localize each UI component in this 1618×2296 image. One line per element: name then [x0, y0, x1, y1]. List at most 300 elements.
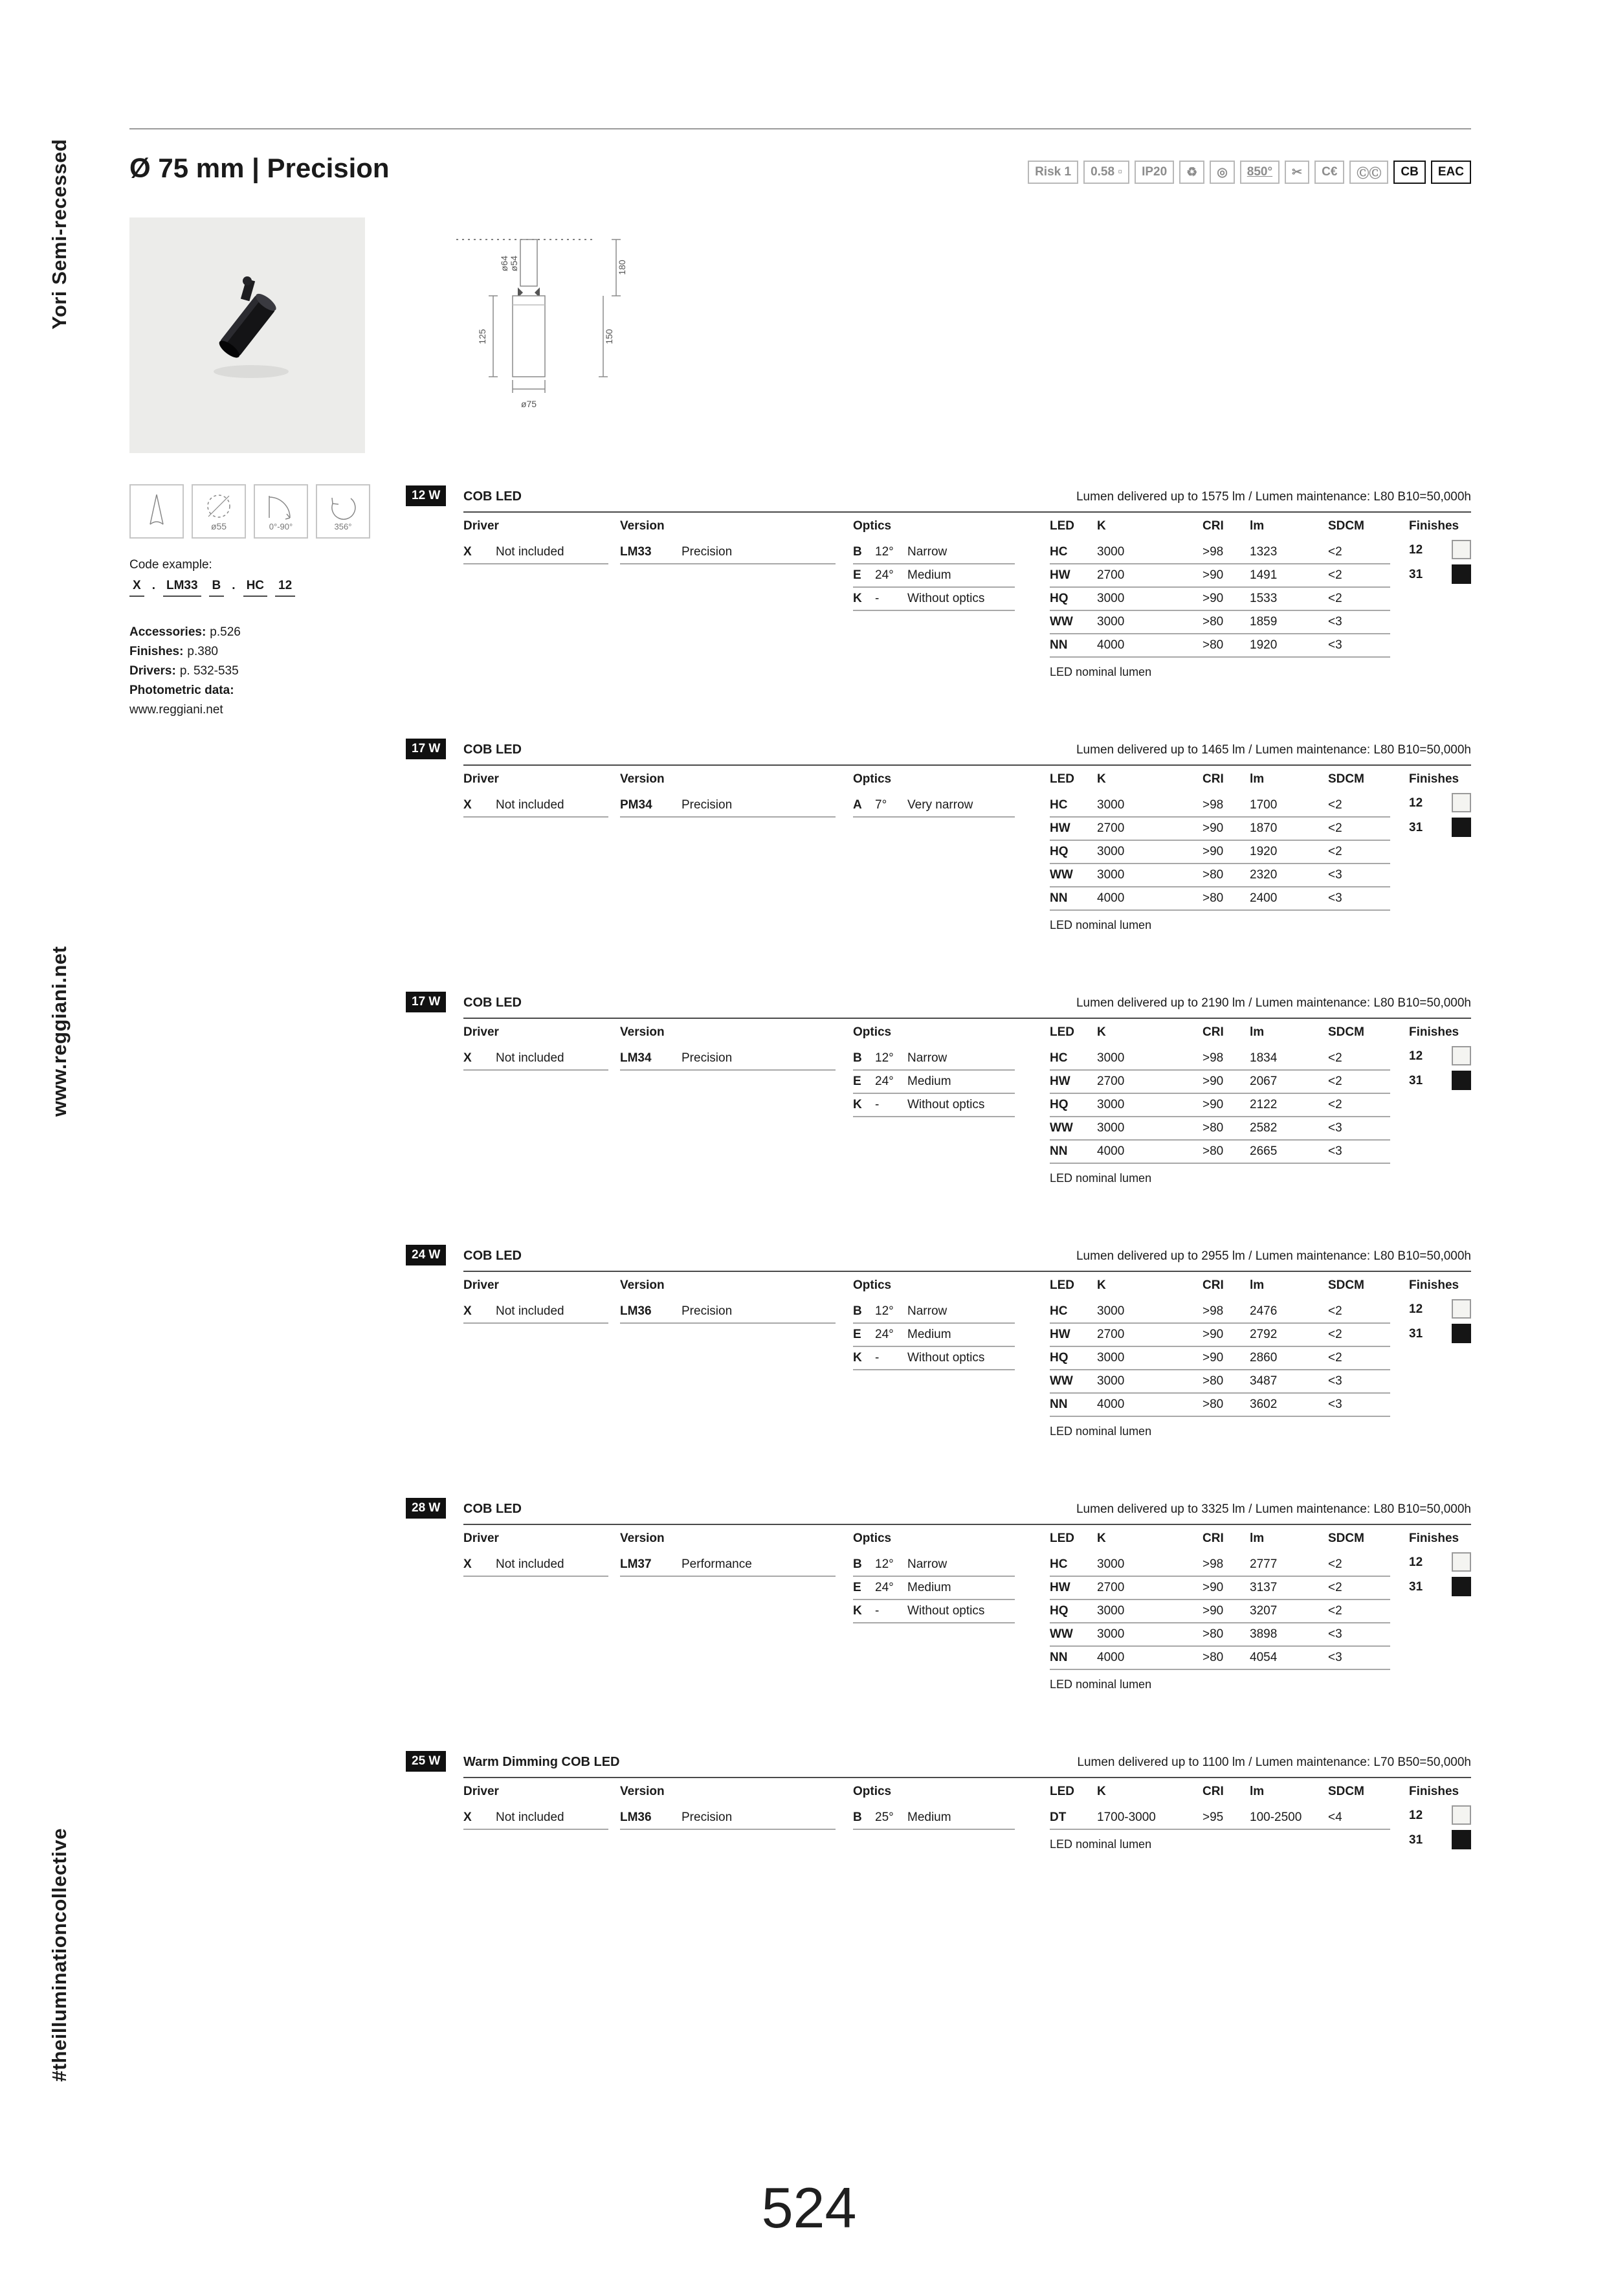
page-number: 524 — [761, 2176, 857, 2240]
optic-code: K — [853, 1098, 862, 1111]
led-k: 3000 — [1097, 1304, 1125, 1318]
led-row — [1050, 1394, 1390, 1417]
led-lm: 2400 — [1250, 891, 1278, 905]
version-header: Version — [620, 1532, 665, 1545]
led-cri: >80 — [1202, 1121, 1224, 1135]
code-part: HC — [243, 579, 267, 597]
dim-label-150: 150 — [604, 329, 614, 344]
cert-badges — [1028, 161, 1471, 184]
led-header: LED — [1050, 519, 1074, 533]
code-part: B — [209, 579, 225, 597]
version-value — [620, 541, 836, 564]
wattage-badge: 17 W — [406, 739, 446, 759]
optic-code: K — [853, 1351, 862, 1365]
optic-row — [853, 588, 1015, 611]
driver-value — [463, 1300, 608, 1324]
optic-row — [853, 1807, 1015, 1830]
cutout-label: ø55 — [210, 521, 227, 531]
led-row — [1050, 864, 1390, 887]
optic-desc: Medium — [907, 1811, 951, 1824]
driver-value — [463, 1807, 608, 1830]
led-lm: 1700 — [1250, 798, 1278, 812]
optic-angle: - — [875, 1351, 880, 1365]
section-divider — [463, 1777, 1471, 1778]
led-code: HQ — [1050, 1098, 1069, 1111]
section-title: COB LED — [463, 1249, 522, 1263]
lumen-info: Lumen delivered up to 2955 lm / Lumen maintenance: L80 B10=50,000h — [1076, 1249, 1471, 1263]
finish-code: 12 — [1409, 1809, 1423, 1822]
led-lm: 2665 — [1250, 1144, 1278, 1158]
optic-row — [853, 1071, 1015, 1094]
version-value — [620, 1554, 836, 1577]
led-k: 3000 — [1097, 1374, 1125, 1388]
optic-code: K — [853, 1604, 862, 1618]
version-header: Version — [620, 1278, 665, 1292]
version-value — [620, 794, 836, 818]
sdcm-header: SDCM — [1328, 519, 1364, 533]
cri-header: CRI — [1202, 519, 1224, 533]
finish-swatch — [1452, 818, 1471, 837]
sdcm-header: SDCM — [1328, 772, 1364, 786]
led-cri: >98 — [1202, 1304, 1224, 1318]
led-code: NN — [1050, 1651, 1068, 1664]
risk-rating-badge: Risk 1 — [1028, 161, 1078, 184]
ccc-mark-badge: ⒸⒸ — [1349, 161, 1388, 184]
led-code: HC — [1050, 1557, 1068, 1571]
section-title: Warm Dimming COB LED — [463, 1755, 620, 1769]
finish-code: 12 — [1409, 796, 1423, 810]
optic-angle: 12° — [875, 1051, 894, 1065]
led-lm: 1859 — [1250, 615, 1278, 629]
optic-code: B — [853, 1051, 862, 1065]
led-row — [1050, 1554, 1390, 1577]
k-header: K — [1097, 1025, 1106, 1039]
version-desc: Performance — [682, 1557, 752, 1571]
finishes-list — [1409, 540, 1471, 589]
product-section — [406, 990, 1471, 1230]
finish-code: 31 — [1409, 1074, 1423, 1087]
optics-list — [853, 794, 1015, 818]
led-row — [1050, 887, 1390, 911]
version-header: Version — [620, 519, 665, 533]
led-row — [1050, 1071, 1390, 1094]
k-header: K — [1097, 1785, 1106, 1798]
led-code: HC — [1050, 545, 1068, 559]
optic-desc: Without optics — [907, 592, 985, 605]
k-header: K — [1097, 1532, 1106, 1545]
led-cri: >98 — [1202, 1051, 1224, 1065]
optic-desc: Narrow — [907, 1304, 948, 1318]
lm-header: lm — [1250, 1532, 1265, 1545]
optics-list — [853, 541, 1015, 611]
led-sdcm: <2 — [1328, 1098, 1342, 1111]
driver-desc: Not included — [496, 545, 564, 559]
optics-header: Optics — [853, 1025, 892, 1039]
led-sdcm: <2 — [1328, 568, 1342, 582]
led-row — [1050, 588, 1390, 611]
finish-row — [1409, 564, 1471, 589]
version-desc: Precision — [682, 1304, 733, 1318]
code-parts — [129, 579, 303, 597]
driver-desc: Not included — [496, 1557, 564, 1571]
led-note: LED nominal lumen — [1050, 1678, 1152, 1691]
finishes-header: Finishes — [1409, 772, 1459, 786]
dim-label-125: 125 — [477, 329, 487, 344]
finish-swatch — [1452, 1805, 1471, 1825]
cb-mark-badge: CB — [1393, 161, 1425, 184]
finish-row — [1409, 1805, 1471, 1830]
led-cri: >80 — [1202, 1144, 1224, 1158]
section-divider — [463, 511, 1471, 513]
optic-code: B — [853, 1304, 862, 1318]
finish-row — [1409, 1046, 1471, 1071]
section-divider — [463, 1524, 1471, 1525]
dim-label-d75: ø75 — [520, 399, 537, 409]
finish-swatch — [1452, 1577, 1471, 1596]
led-row — [1050, 1600, 1390, 1623]
led-lm: 1533 — [1250, 592, 1278, 605]
led-cri: >90 — [1202, 592, 1224, 605]
led-table — [1050, 541, 1390, 658]
finish-row — [1409, 540, 1471, 564]
finish-code: 31 — [1409, 1833, 1423, 1847]
driver-code: X — [463, 1811, 472, 1824]
recyclable-badge: ♻ — [1179, 161, 1204, 184]
led-lm: 2122 — [1250, 1098, 1278, 1111]
driver-value — [463, 541, 608, 564]
beam-shape-icon — [129, 484, 184, 539]
cutout-diameter-icon — [192, 484, 246, 539]
finish-code: 12 — [1409, 1555, 1423, 1569]
optic-row — [853, 1347, 1015, 1370]
led-sdcm: <3 — [1328, 638, 1342, 652]
cri-header: CRI — [1202, 1025, 1224, 1039]
eac-mark-badge: EAC — [1431, 161, 1471, 184]
version-value — [620, 1300, 836, 1324]
led-cri: >90 — [1202, 1075, 1224, 1088]
cri-header: CRI — [1202, 1532, 1224, 1545]
led-k: 2700 — [1097, 821, 1125, 835]
led-cri: >90 — [1202, 1098, 1224, 1111]
lm-header: lm — [1250, 1785, 1265, 1798]
led-code: HQ — [1050, 592, 1069, 605]
led-k: 2700 — [1097, 568, 1125, 582]
optic-row — [853, 1300, 1015, 1324]
optics-list — [853, 1554, 1015, 1623]
led-lm: 1870 — [1250, 821, 1278, 835]
led-lm: 100-2500 — [1250, 1811, 1302, 1824]
wattage-badge: 12 W — [406, 485, 446, 506]
lm-header: lm — [1250, 1025, 1265, 1039]
tilt-angle-icon — [254, 484, 308, 539]
product-section — [406, 737, 1471, 977]
optics-list — [853, 1047, 1015, 1117]
version-desc: Precision — [682, 798, 733, 812]
driver-desc: Not included — [496, 1304, 564, 1318]
led-lm: 3898 — [1250, 1627, 1278, 1641]
led-code: WW — [1050, 1627, 1073, 1641]
led-note: LED nominal lumen — [1050, 1172, 1152, 1185]
led-k: 3000 — [1097, 798, 1125, 812]
finish-swatch — [1452, 1830, 1471, 1849]
info-lines — [129, 623, 241, 700]
optic-angle: 12° — [875, 1304, 894, 1318]
cri-header: CRI — [1202, 1785, 1224, 1798]
optics-list — [853, 1300, 1015, 1370]
led-sdcm: <4 — [1328, 1811, 1342, 1824]
header-divider — [129, 128, 1471, 129]
finish-code: 31 — [1409, 821, 1423, 834]
wattage-badge: 17 W — [406, 992, 446, 1012]
finishes-header: Finishes — [1409, 1278, 1459, 1292]
led-k: 2700 — [1097, 1581, 1125, 1594]
led-lm: 4054 — [1250, 1651, 1278, 1664]
led-lm: 2860 — [1250, 1351, 1278, 1365]
led-row — [1050, 841, 1390, 864]
led-k: 1700-3000 — [1097, 1811, 1156, 1824]
lumen-info: Lumen delivered up to 1100 lm / Lumen maintenance: L70 B50=50,000h — [1077, 1755, 1471, 1769]
optic-code: B — [853, 545, 862, 559]
finish-swatch — [1452, 793, 1471, 812]
lm-header: lm — [1250, 1278, 1265, 1292]
optics-header: Optics — [853, 519, 892, 533]
finishes-header: Finishes — [1409, 1532, 1459, 1545]
led-code: HC — [1050, 798, 1068, 812]
led-k: 2700 — [1097, 1075, 1125, 1088]
wattage-badge: 28 W — [406, 1498, 446, 1519]
led-code: HW — [1050, 1581, 1070, 1594]
led-header: LED — [1050, 1025, 1074, 1039]
finish-row — [1409, 1830, 1471, 1855]
optic-row — [853, 1324, 1015, 1347]
optic-desc: Without optics — [907, 1604, 985, 1618]
ip-rating-badge: IP20 — [1135, 161, 1174, 184]
code-part: 12 — [275, 579, 295, 597]
led-sdcm: <2 — [1328, 1328, 1342, 1341]
version-desc: Precision — [682, 1051, 733, 1065]
led-table — [1050, 1300, 1390, 1417]
led-sdcm: <3 — [1328, 1398, 1342, 1411]
sidebar-hashtag: #theilluminationcollective — [48, 1828, 71, 2082]
led-lm: 2067 — [1250, 1075, 1278, 1088]
led-k: 3000 — [1097, 1051, 1125, 1065]
led-sdcm: <3 — [1328, 1144, 1342, 1158]
led-lm: 1323 — [1250, 545, 1278, 559]
led-code: HW — [1050, 568, 1070, 582]
led-k: 3000 — [1097, 868, 1125, 882]
rotation-angle-icon — [316, 484, 370, 539]
info-label: Drivers: — [129, 664, 176, 678]
wattage-badge: 25 W — [406, 1751, 446, 1772]
info-value: p.380 — [187, 645, 218, 658]
section-divider — [463, 764, 1471, 766]
led-sdcm: <2 — [1328, 1075, 1342, 1088]
version-desc: Precision — [682, 1811, 733, 1824]
led-cri: >80 — [1202, 1651, 1224, 1664]
optic-desc: Medium — [907, 1075, 951, 1088]
led-lm: 3487 — [1250, 1374, 1278, 1388]
led-sdcm: <2 — [1328, 1351, 1342, 1365]
code-part: . — [151, 579, 155, 592]
led-sdcm: <2 — [1328, 1557, 1342, 1571]
led-note: LED nominal lumen — [1050, 665, 1152, 678]
optic-angle: - — [875, 1098, 880, 1111]
led-lm: 1920 — [1250, 845, 1278, 858]
led-note: LED nominal lumen — [1050, 919, 1152, 931]
product-photo — [129, 217, 365, 453]
led-cri: >90 — [1202, 845, 1224, 858]
version-code: PM34 — [620, 798, 652, 812]
driver-header: Driver — [463, 1785, 499, 1798]
lumen-info: Lumen delivered up to 3325 lm / Lumen maintenance: L80 B10=50,000h — [1076, 1502, 1471, 1516]
cut-mark-badge: ✂ — [1285, 161, 1309, 184]
led-cri: >80 — [1202, 615, 1224, 629]
optic-angle: 24° — [875, 1581, 894, 1594]
led-sdcm: <3 — [1328, 868, 1342, 882]
code-part: X — [129, 579, 144, 597]
led-cri: >90 — [1202, 1581, 1224, 1594]
led-row — [1050, 1623, 1390, 1647]
led-row — [1050, 1300, 1390, 1324]
version-header: Version — [620, 772, 665, 786]
optics-header: Optics — [853, 1785, 892, 1798]
led-code: WW — [1050, 1374, 1073, 1388]
led-k: 3000 — [1097, 845, 1125, 858]
finish-swatch — [1452, 1046, 1471, 1065]
optic-angle: 24° — [875, 1328, 894, 1341]
led-code: HC — [1050, 1304, 1068, 1318]
symbol-boxes — [129, 484, 370, 539]
led-cri: >80 — [1202, 1374, 1224, 1388]
version-value — [620, 1807, 836, 1830]
dim-label-d54: ø54 — [509, 255, 519, 272]
finish-swatch — [1452, 1071, 1471, 1090]
led-row — [1050, 1094, 1390, 1117]
driver-desc: Not included — [496, 1811, 564, 1824]
led-cri: >90 — [1202, 821, 1224, 835]
led-code: NN — [1050, 1144, 1068, 1158]
ce-mark-badge: C€ — [1314, 161, 1344, 184]
finish-row — [1409, 793, 1471, 818]
led-sdcm: <2 — [1328, 1604, 1342, 1618]
led-code: NN — [1050, 891, 1068, 905]
led-k: 3000 — [1097, 545, 1125, 559]
section-divider — [463, 1271, 1471, 1272]
optic-desc: Medium — [907, 1581, 951, 1594]
optic-angle: 12° — [875, 1557, 894, 1571]
glow-wire-temperature-badge: 850° — [1240, 161, 1280, 184]
sidebar-website: www.reggiani.net — [48, 946, 71, 1117]
driver-code: X — [463, 545, 472, 559]
optic-row — [853, 564, 1015, 588]
product-section — [406, 1497, 1471, 1736]
led-cri: >80 — [1202, 638, 1224, 652]
code-example-label: Code example: — [129, 558, 212, 572]
version-code: LM37 — [620, 1557, 652, 1571]
led-lm: 3207 — [1250, 1604, 1278, 1618]
weight-badge: 0.58 ▫ — [1083, 161, 1129, 184]
led-cri: >90 — [1202, 1351, 1224, 1365]
led-k: 4000 — [1097, 1144, 1125, 1158]
led-row — [1050, 564, 1390, 588]
optic-code: B — [853, 1557, 862, 1571]
led-table — [1050, 1554, 1390, 1670]
led-cri: >80 — [1202, 1398, 1224, 1411]
optic-angle: 7° — [875, 798, 887, 812]
led-row — [1050, 1807, 1390, 1830]
led-lm: 2582 — [1250, 1121, 1278, 1135]
optic-angle: - — [875, 1604, 880, 1618]
led-table — [1050, 794, 1390, 911]
dim-label-d64: ø64 — [499, 255, 509, 272]
version-header: Version — [620, 1025, 665, 1039]
product-section — [406, 1243, 1471, 1483]
optic-angle: - — [875, 592, 880, 605]
driver-header: Driver — [463, 772, 499, 786]
finish-code: 31 — [1409, 1580, 1423, 1594]
driver-header: Driver — [463, 1025, 499, 1039]
led-sdcm: <2 — [1328, 821, 1342, 835]
led-code: WW — [1050, 868, 1073, 882]
led-code: HW — [1050, 1075, 1070, 1088]
led-note: LED nominal lumen — [1050, 1425, 1152, 1438]
led-k: 4000 — [1097, 1651, 1125, 1664]
finish-code: 12 — [1409, 1049, 1423, 1063]
led-row — [1050, 1117, 1390, 1141]
website-text: www.reggiani.net — [129, 703, 223, 717]
led-header: LED — [1050, 1532, 1074, 1545]
led-sdcm: <3 — [1328, 1374, 1342, 1388]
lumen-info: Lumen delivered up to 1465 lm / Lumen maintenance: L80 B10=50,000h — [1076, 743, 1471, 757]
led-sdcm: <3 — [1328, 1121, 1342, 1135]
led-k: 3000 — [1097, 592, 1125, 605]
driver-code: X — [463, 1557, 472, 1571]
led-sdcm: <2 — [1328, 798, 1342, 812]
k-header: K — [1097, 1278, 1106, 1292]
led-cri: >90 — [1202, 1604, 1224, 1618]
led-lm: 2792 — [1250, 1328, 1278, 1341]
optics-header: Optics — [853, 1532, 892, 1545]
led-sdcm: <2 — [1328, 1304, 1342, 1318]
led-code: HW — [1050, 1328, 1070, 1341]
optic-code: B — [853, 1811, 862, 1824]
led-code: DT — [1050, 1811, 1067, 1824]
sdcm-header: SDCM — [1328, 1278, 1364, 1292]
optics-header: Optics — [853, 772, 892, 786]
led-k: 3000 — [1097, 1557, 1125, 1571]
optic-row — [853, 541, 1015, 564]
driver-value — [463, 1047, 608, 1071]
led-row — [1050, 541, 1390, 564]
optic-angle: 24° — [875, 1075, 894, 1088]
lumen-info: Lumen delivered up to 2190 lm / Lumen maintenance: L80 B10=50,000h — [1076, 996, 1471, 1010]
version-code: LM33 — [620, 545, 652, 559]
led-k: 3000 — [1097, 1604, 1125, 1618]
optic-desc: Narrow — [907, 1051, 948, 1065]
led-row — [1050, 1324, 1390, 1347]
optic-angle: 25° — [875, 1811, 894, 1824]
optic-row — [853, 1577, 1015, 1600]
section-divider — [463, 1018, 1471, 1019]
optic-row — [853, 1047, 1015, 1071]
driver-header: Driver — [463, 1278, 499, 1292]
led-lm: 3137 — [1250, 1581, 1278, 1594]
led-k: 2700 — [1097, 1328, 1125, 1341]
optic-desc: Medium — [907, 1328, 951, 1341]
lumen-info: Lumen delivered up to 1575 lm / Lumen maintenance: L80 B10=50,000h — [1076, 490, 1471, 504]
led-cri: >80 — [1202, 868, 1224, 882]
optics-list — [853, 1807, 1015, 1830]
